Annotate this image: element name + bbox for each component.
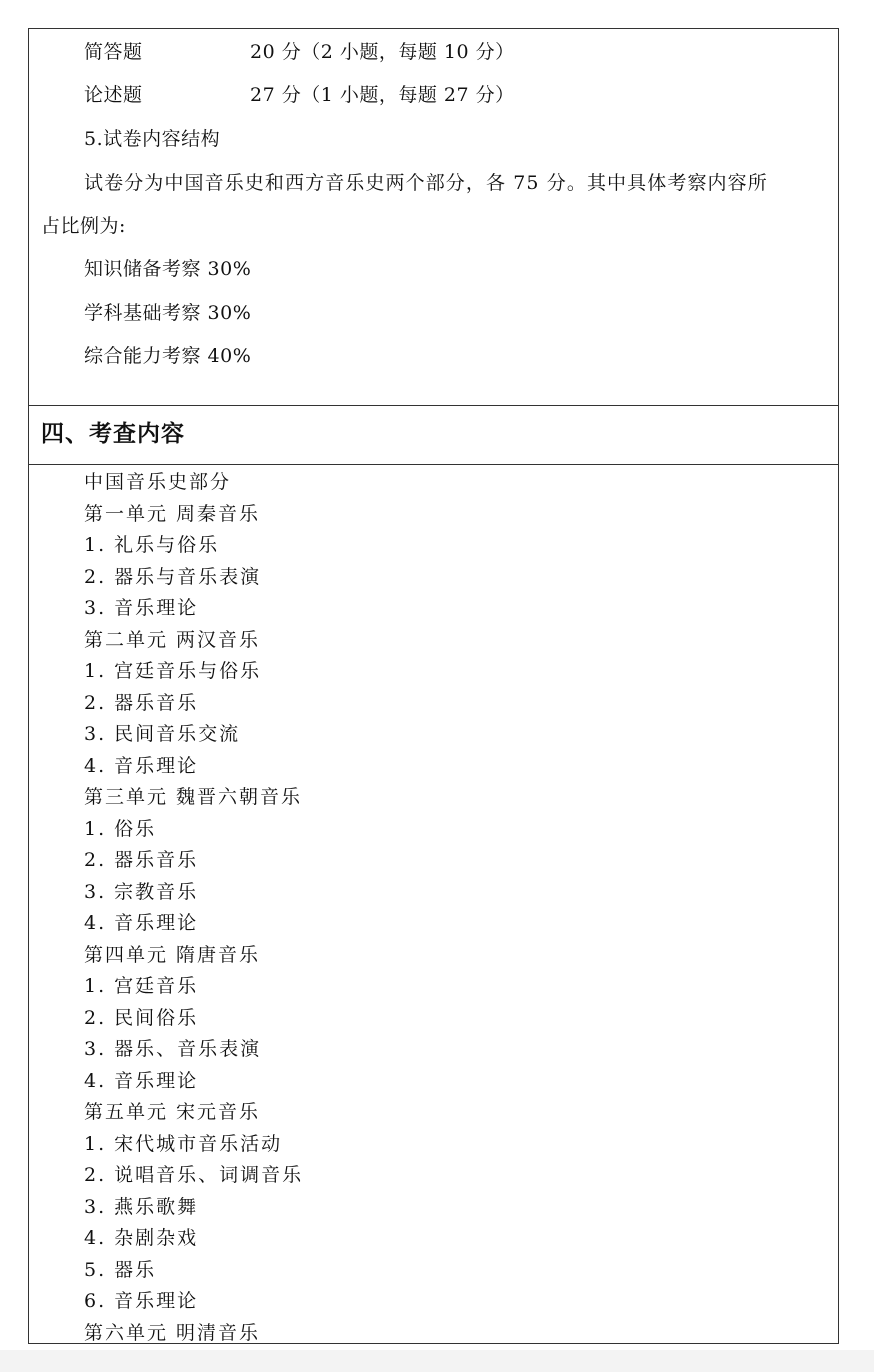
list-item: 第四单元 隋唐音乐 (84, 943, 261, 966)
list-item: 1. 俗乐 (84, 817, 157, 840)
list-item: 3. 燕乐歌舞 (84, 1195, 199, 1218)
score-row-value: 27 分（1 小题，每题 27 分） (250, 84, 515, 106)
list-item: 1. 宫廷音乐与俗乐 (84, 660, 262, 682)
list-item: 3. 宗教音乐 (84, 880, 199, 903)
score-row-label: 简答题 (84, 41, 143, 63)
list-item: 中国音乐史部分 (84, 471, 232, 493)
structure-description-line2: 占比例为: (41, 215, 126, 237)
list-item: 2. 器乐与音乐表演 (84, 565, 262, 588)
list-item: 第三单元 魏晋六朝音乐 (84, 786, 303, 808)
list-item: 3. 器乐、音乐表演 (84, 1038, 262, 1060)
list-item: 6. 音乐理论 (84, 1290, 199, 1312)
section-divider-top (29, 405, 838, 406)
list-item: 4. 音乐理论 (84, 912, 199, 934)
list-item: 2. 器乐音乐 (84, 849, 199, 871)
list-item: 4. 音乐理论 (84, 754, 199, 777)
section4-heading: 四、考查内容 (41, 420, 185, 447)
list-item: 1. 宋代城市音乐活动 (84, 1132, 283, 1155)
list-item: 3. 民间音乐交流 (84, 723, 241, 745)
list-item: 第二单元 两汉音乐 (84, 628, 261, 651)
list-item: 2. 说唱音乐、词调音乐 (84, 1164, 304, 1186)
list-item: 第一单元 周秦音乐 (84, 502, 261, 525)
ratio-foundation: 学科基础考察 30% (84, 302, 252, 324)
page-bottom-margin (0, 1350, 874, 1372)
document-frame (28, 28, 839, 1344)
list-item: 1. 宫廷音乐 (84, 975, 199, 997)
structure-description-line1: 试卷分为中国音乐史和西方音乐史两个部分，各 75 分。其中具体考察内容所 (84, 172, 768, 194)
list-item: 1. 礼乐与俗乐 (84, 534, 220, 556)
score-row-label: 论述题 (84, 84, 143, 106)
list-item: 3. 音乐理论 (84, 597, 199, 619)
content-outline-list (84, 467, 303, 1349)
list-item: 第六单元 明清音乐 (84, 1321, 261, 1344)
list-item: 第五单元 宋元音乐 (84, 1101, 261, 1123)
list-item: 2. 民间俗乐 (84, 1006, 199, 1029)
list-item: 4. 音乐理论 (84, 1069, 199, 1092)
list-item: 5. 器乐 (84, 1258, 157, 1281)
ratio-knowledge: 知识储备考察 30% (84, 258, 252, 280)
score-row-value: 20 分（2 小题，每题 10 分） (250, 41, 515, 63)
section-divider-bottom (29, 464, 838, 465)
list-item: 4. 杂剧杂戏 (84, 1227, 199, 1249)
list-item: 2. 器乐音乐 (84, 691, 199, 714)
structure-title: 5.试卷内容结构 (84, 128, 221, 150)
exam-format-section (29, 29, 838, 405)
ratio-ability: 综合能力考察 40% (84, 345, 252, 367)
